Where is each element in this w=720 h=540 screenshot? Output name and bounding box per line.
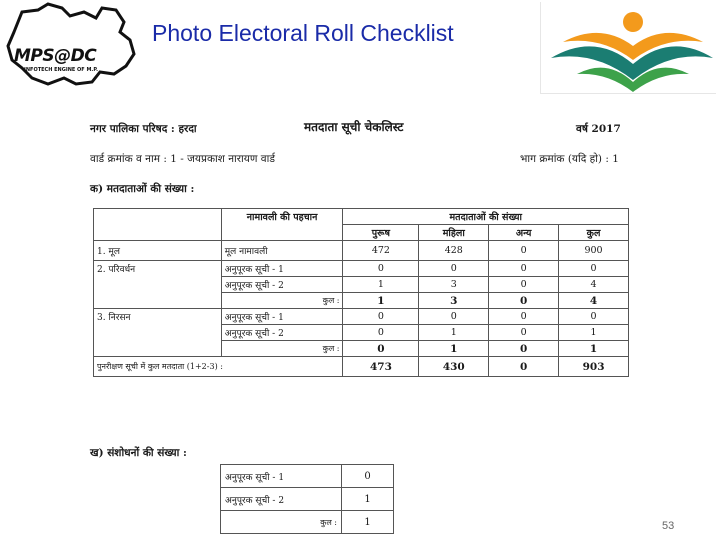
cell-female: 0	[419, 261, 489, 277]
table-row	[94, 261, 629, 277]
cell-other: 0	[489, 341, 559, 357]
open-book-emblem-icon	[541, 2, 717, 94]
cell-other: 0	[489, 241, 559, 261]
cell-total: 1	[559, 325, 629, 341]
subtotal-label: कुल :	[221, 511, 342, 534]
cell-male: 0	[343, 325, 419, 341]
table-row	[94, 241, 629, 261]
cell-value: 1	[342, 511, 394, 534]
scanned-checklist-document	[80, 112, 640, 532]
cell-other: 0	[489, 277, 559, 293]
amendment-count-table	[220, 464, 394, 534]
voter-count-table	[93, 208, 629, 377]
table-row	[94, 309, 629, 325]
cell-value: 0	[342, 465, 394, 488]
slide-title: Photo Electoral Roll Checklist	[152, 20, 454, 46]
logo-brand-text: MPS@DC	[14, 46, 97, 66]
row-label: अनुपूरक सूची - 1	[221, 465, 342, 488]
cell-male: 1	[343, 293, 419, 309]
column-header-female: महिला	[419, 225, 489, 241]
cell-total: 4	[559, 293, 629, 309]
digital-india-logo	[540, 2, 716, 94]
municipality-name: नगर पालिका परिषद : हरदा	[90, 123, 197, 135]
cell-other: 0	[489, 261, 559, 277]
document-year: वर्ष 2017	[576, 123, 621, 135]
ward-info: वार्ड क्रमांक व नाम : 1 - जयप्रकाश नारायण वार्ड	[90, 153, 275, 165]
column-header-voters: मतदाताओं की संख्या	[343, 209, 629, 225]
page-number: 53	[662, 520, 675, 532]
cell-total: 0	[559, 309, 629, 325]
row-label: 3. निरसन	[94, 309, 222, 357]
table-row	[221, 488, 394, 511]
section-a-heading: क) मतदाताओं की संख्या :	[90, 183, 195, 195]
row-label: 2. परिवर्धन	[94, 261, 222, 309]
mpsedc-logo	[4, 2, 138, 90]
table-cell	[94, 209, 222, 241]
table-row	[221, 465, 394, 488]
cell-other: 0	[489, 293, 559, 309]
subtotal-label: कुल :	[221, 293, 343, 309]
table-row-grand-total	[94, 357, 629, 377]
cell-male: 1	[343, 277, 419, 293]
cell-other: 0	[489, 325, 559, 341]
subtotal-label: कुल :	[221, 341, 343, 357]
cell-female: 430	[419, 357, 489, 377]
cell-female: 3	[419, 277, 489, 293]
cell-male: 0	[343, 341, 419, 357]
cell-male: 472	[343, 241, 419, 261]
cell-other: 0	[489, 357, 559, 377]
row-sublabel: अनुपूरक सूची - 1	[221, 261, 343, 277]
cell-male: 0	[343, 261, 419, 277]
row-sublabel: अनुपूरक सूची - 2	[221, 325, 343, 341]
cell-male: 0	[343, 309, 419, 325]
cell-total: 900	[559, 241, 629, 261]
cell-female: 428	[419, 241, 489, 261]
logo-tagline: INFOTECH ENGINE OF M.P.	[24, 67, 98, 73]
table-row-subtotal	[221, 511, 394, 534]
grand-total-label: पुनरीक्षण सूची में कुल मतदाता (1+2-3) :	[94, 357, 343, 377]
cell-total: 0	[559, 261, 629, 277]
cell-total: 1	[559, 341, 629, 357]
table-header-row	[94, 209, 629, 225]
cell-other: 0	[489, 309, 559, 325]
cell-female: 0	[419, 309, 489, 325]
column-header-other: अन्य	[489, 225, 559, 241]
cell-female: 1	[419, 325, 489, 341]
column-header-identity: नामावली की पहचान	[221, 209, 343, 241]
cell-value: 1	[342, 488, 394, 511]
document-title: मतदाता सूची चेकलिस्ट	[304, 120, 404, 134]
row-label: अनुपूरक सूची - 2	[221, 488, 342, 511]
cell-female: 1	[419, 341, 489, 357]
column-header-total: कुल	[559, 225, 629, 241]
row-label: 1. मूल	[94, 241, 222, 261]
cell-female: 3	[419, 293, 489, 309]
row-sublabel: अनुपूरक सूची - 1	[221, 309, 343, 325]
row-sublabel: अनुपूरक सूची - 2	[221, 277, 343, 293]
part-number: भाग क्रमांक (यदि हो) : 1	[520, 153, 619, 165]
cell-total: 903	[559, 357, 629, 377]
cell-total: 4	[559, 277, 629, 293]
row-sublabel: मूल नामावली	[221, 241, 343, 261]
column-header-male: पुरूष	[343, 225, 419, 241]
section-b-heading: ख) संशोधनों की संख्या :	[90, 447, 187, 459]
cell-male: 473	[343, 357, 419, 377]
